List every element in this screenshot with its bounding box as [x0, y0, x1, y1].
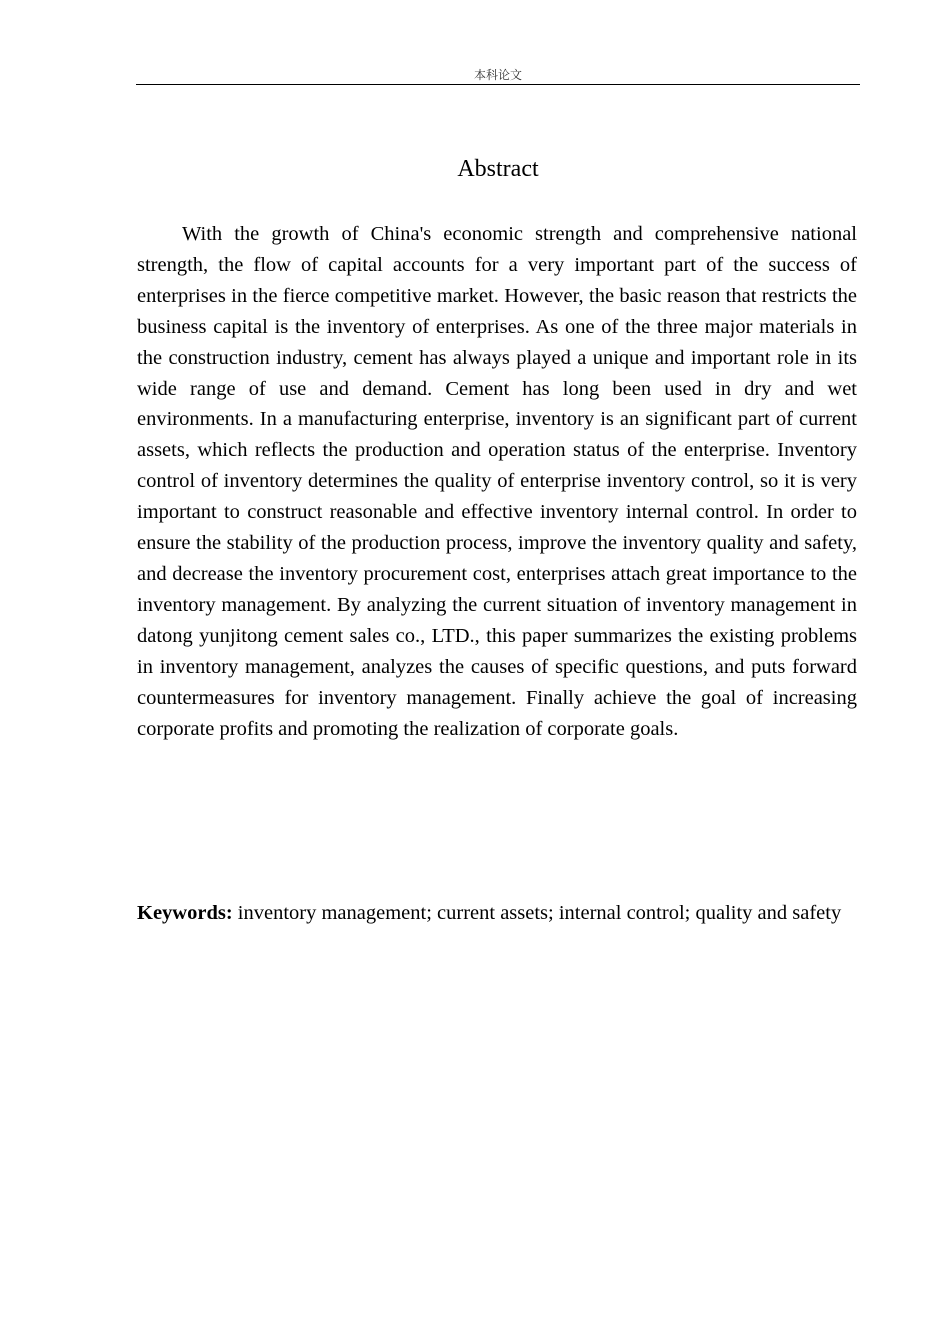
- abstract-body: With the growth of China's economic strength and comprehensive national strength, the flow of capital accounts for a very important part of the success of enterprises in the fierce competitive market. However, the basic reason that restricts the business capital is the inventory of enterprises. As one of the three major materials in the construction industry, cement has always played a unique and important role in its wide range of use and demand. Cement has long been used in dry and wet environments. In a manufacturing enterprise, inventory is an significant part of current assets, which reflects the production and operation status of the enterprise. Inventory control of inventory determines the quality of enterprise inventory control, so it is very important to construct reasonable and effective inventory internal control. In order to ensure the stability of the production process, improve the inventory quality and safety, and decrease the inventory procurement cost, enterprises attach great importance to the inventory management. By analyzing the current situation of inventory management in datong yunjitong cement sales co., LTD., this paper summarizes the existing problems in inventory management, analyzes the causes of specific questions, and puts forward countermeasures for inventory management. Finally achieve the goal of increasing corporate profits and promoting the realization of corporate goals.: [137, 223, 857, 740]
- keywords-label: Keywords:: [137, 902, 233, 924]
- keywords-text: inventory management; current assets; internal control; quality and safety: [232, 902, 842, 924]
- page-header-text: 本科论文: [473, 68, 522, 82]
- abstract-title: Abstract: [457, 156, 539, 182]
- keywords: [137, 898, 857, 929]
- page-header: [136, 66, 860, 85]
